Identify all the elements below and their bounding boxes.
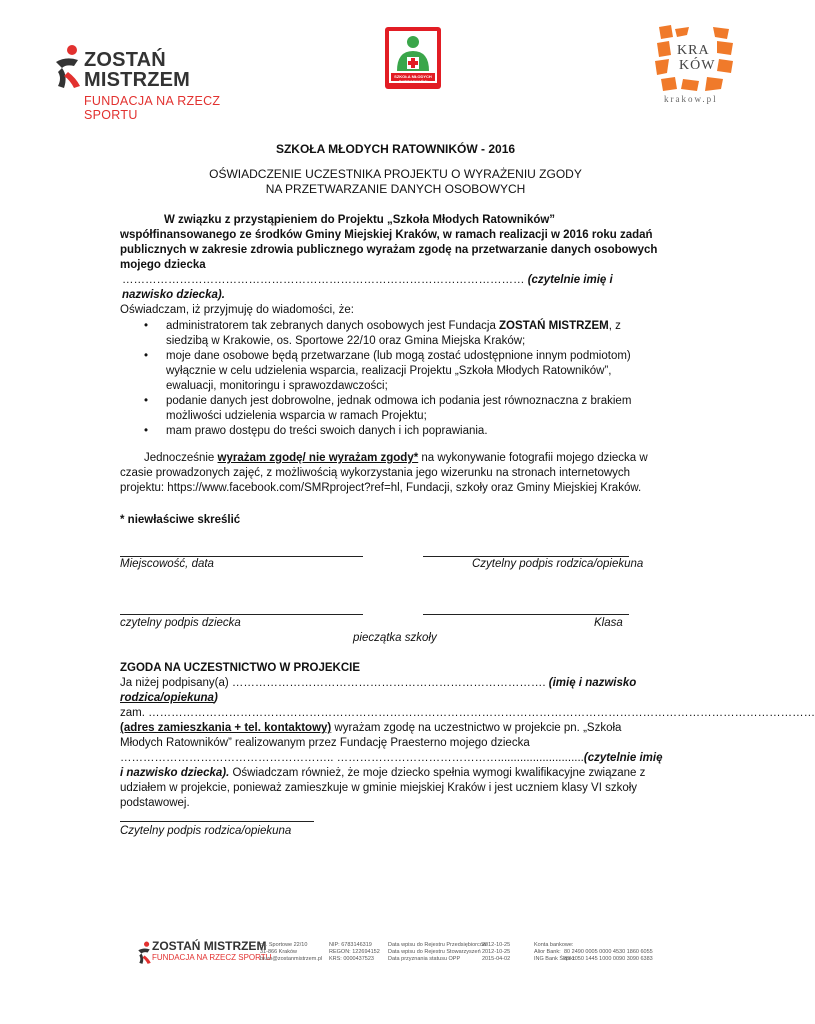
consent-choice[interactable]: wyrażam zgodę/ nie wyrażam zgody* xyxy=(217,452,419,464)
footer-ids: NIP: 6783146319 REGON: 122694152 KRS: 0000437523 xyxy=(329,942,380,962)
footer-registry-dates: 2012-10-25 2012-10-25 2015-04-02 xyxy=(482,942,511,962)
runner-icon xyxy=(52,42,82,96)
list-item: • moje dane osobowe będą przetwarzane (lub mogą zostać udostępnione innym podmiotom) wyłącznie w celu udzielenia wsparcia, realizacji Projektu „Szkoła Młodych Ratowników”, ewaluacji, monitoringu i sprawozdawczości; xyxy=(120,349,660,394)
photo-consent-paragraph: Jednocześnie wyrażam zgodę/ nie wyrażam zgody* na wykonywanie fotografii mojego dziecka w czasie prowadzonych zajęć, z możliwością wykorzystania jego wizerunku na stronach internetowych projektu: https://www.facebook.com/SMRproject?ref=hl, Fundacji, szkoły oraz Gminy Miejskiej Kraków. xyxy=(120,452,648,494)
child-name-field[interactable] xyxy=(122,273,662,303)
consent-title: ZGODA NA UCZESTNICTWO W PROJEKCIE xyxy=(120,662,361,674)
footer-registry-labels: Data wpisu do Rejestru Przedsiębiorców Data wpisu do Rejestru Stowarzyszeń Data przyznania statusu OPP xyxy=(388,942,487,962)
krakow-url: krakow.pl xyxy=(664,94,718,104)
strike-note: * niewłaściwe skreślić xyxy=(120,514,241,526)
footer-bank-labels: Konta bankowe: Alior Bank: ING Bank Śląski: xyxy=(534,942,576,962)
signature-line[interactable] xyxy=(120,614,363,615)
footer xyxy=(136,938,666,970)
final-parent-signature-label: Czytelny podpis rodzica/opiekuna xyxy=(120,825,292,837)
document-subtitle xyxy=(0,167,791,197)
footer-bank-accounts: 80 2490 0005 0000 4530 1860 6055 89 1050 1445 1000 0090 3090 6383 xyxy=(564,949,653,962)
signature-line[interactable] xyxy=(120,556,363,557)
document-title: SZKOŁA MŁODYCH RATOWNIKÓW - 2016 xyxy=(275,142,516,156)
child-name-label: (czytelnie imię i nazwisko dziecka). xyxy=(122,274,613,301)
zostan-mistrzem-logo xyxy=(52,42,272,122)
krakow-logo-line1: KRA xyxy=(677,43,710,58)
footer-logo-subtitle: FUNDACJA NA RZECZ SPORTU xyxy=(152,953,272,962)
logo-subtitle: FUNDACJA NA RZECZ SPORTU xyxy=(84,94,221,122)
child-name-dots: …………………………………………………………………………………………… xyxy=(122,274,525,286)
list-item: • podanie danych jest dobrowolne, jednak odmowa ich podania jest równoznaczna z brakiem możliwości udzielenia wsparcia w ramach Projektu; xyxy=(120,394,660,424)
signature-line[interactable] xyxy=(120,821,314,822)
runner-icon xyxy=(136,940,152,968)
list-item: • administratorem tak zebranych danych osobowych jest Fundacja ZOSTAŃ MISTRZEM, z siedzibą w Krakowie, os. Sportowe 22/10 oraz Gmina Miejska Kraków; xyxy=(120,319,660,349)
consent-line-3: (adres zamieszkania + tel. kontaktowy) wyrażam zgodę na uczestnictwo w projekcie pn. „Szkoła Młodych Ratowników” realizowanym przez Fundację Praesterno mojego dziecka ……………………………………………….. ……………………………………...........................(czytelnie imię i nazwisko dziecka). Oświadczam również, że moje dziecko spełnia wymogi kwalifikacyjne związane z udziałem w projekcie, ponieważ zamieszkuje w gminie miejskiej Kraków i jest uczniem klasy VI szkoły podstawowej. xyxy=(120,722,663,809)
footer-logo-title: ZOSTAŃ MISTRZEM xyxy=(152,939,267,953)
list-item: • mam prawo dostępu do treści swoich danych i ich poprawiania. xyxy=(120,424,660,439)
subtitle-line-2: NA PRZETWARZANIE DANYCH OSOBOWYCH xyxy=(265,182,526,196)
logo-title: ZOSTAŃ MISTRZEM xyxy=(84,49,191,91)
consent-paragraph xyxy=(120,676,815,811)
signature-line[interactable] xyxy=(423,556,629,557)
signature-line[interactable] xyxy=(423,614,629,615)
parent-signature-label: Czytelny podpis rodzica/opiekuna xyxy=(472,558,644,570)
subtitle-line-1: OŚWIADCZENIE UCZESTNIKA PROJEKTU O WYRAŻENIU ZGODY xyxy=(209,167,582,181)
declaration-lead: Oświadczam, iż przyjmuję do wiadomości, że: xyxy=(120,304,354,316)
footer-address: os. Sportowe 22/10 31-866 Kraków biuro@zostanmistrzem.pl xyxy=(260,942,323,962)
class-label: Klasa xyxy=(594,617,623,629)
smr-caption: SZKOŁA MŁODYCH RATOWNIKÓW xyxy=(394,74,432,84)
child-signature-label: czytelny podpis dziecka xyxy=(120,617,241,629)
krakow-logo-line2: KÓW xyxy=(679,58,716,73)
consent-line-2: zam. ………………………………………………………………………………………………………………………………………………………… xyxy=(120,707,815,719)
consent-line-1: Ja niżej podpisany(a) ………………………………………………………………………. (imię i nazwisko rodzica/opiekuna) xyxy=(120,677,637,704)
krakow-logo xyxy=(655,25,735,105)
school-stamp-label: pieczątka szkoły xyxy=(353,632,437,644)
declaration-list xyxy=(120,319,660,439)
szkola-mlodych-ratownikow-logo xyxy=(385,27,441,89)
place-date-label: Miejscowość, data xyxy=(120,558,214,570)
intro-paragraph: W związku z przystąpieniem do Projektu „Szkoła Młodych Ratowników” współfinansowanego ze środków Gminy Miejskiej Kraków, w ramach realizacji w 2016 roku zadań publicznych w zakresie zdrowia publicznego wyrażam zgodę na przetwarzanie danych osobowych mojego dziecka xyxy=(120,214,658,271)
